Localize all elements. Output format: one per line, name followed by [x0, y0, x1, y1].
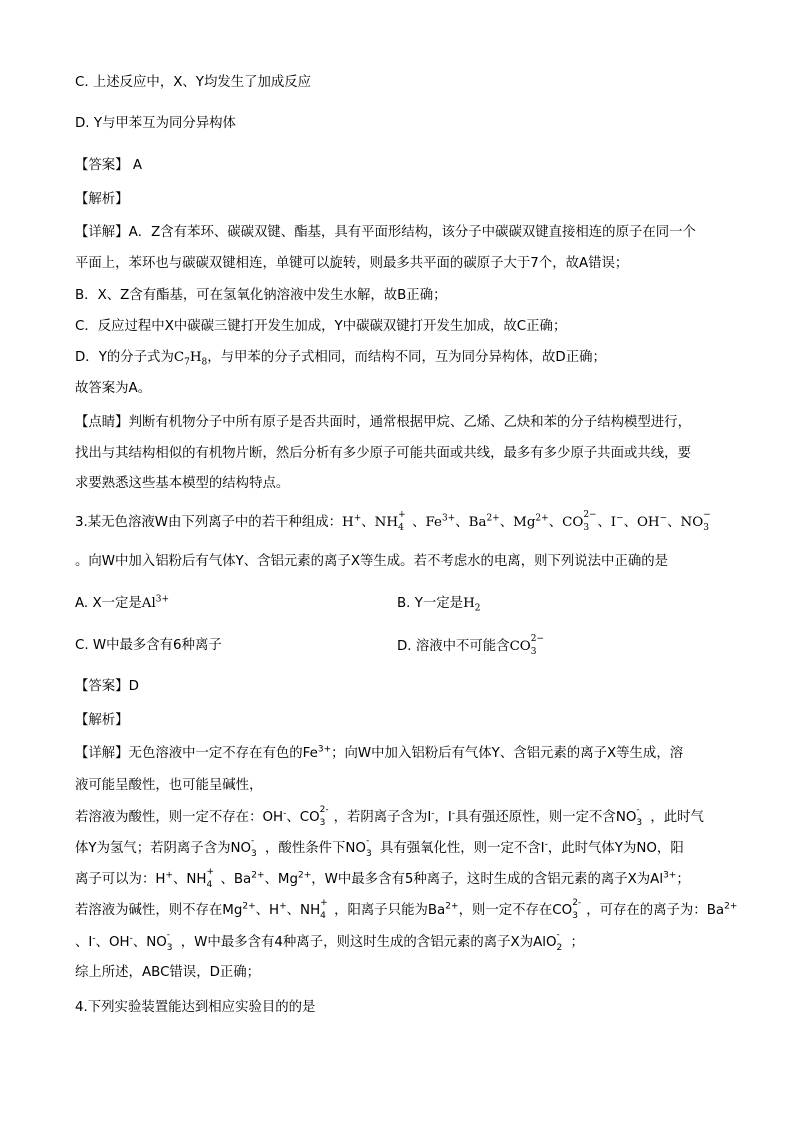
q3-answer: 【答案】D	[75, 679, 139, 694]
q3-detail-6: 若溶液为碱性，则不存在$Mg^{2+}$、H+、NH + 4 ，阳离子只能为$Ba^{2+}$，则一定不存在CO 2- 3 ，可存在的离子为：$Ba^{2+}$	[75, 898, 738, 921]
q3-stem-line-1: 3.某无色溶液W由下列离子中的若干种组成：H+、NH + 4 、$Fe^{3+}$、$Ba^{2+}$、$Mg^{2+}$、CO 2− 3 、I−、OH−、NO − 3	[75, 510, 711, 533]
q3-option-a: A. X一定是$Al^{3+}$	[75, 594, 170, 611]
q3-detail-5: 离子可以为：H+、NH + 4 、$Ba^{2+}$、$Mg^{2+}$，W中最多含有5种离子，这时生成的含铝元素的离子X为$Al^{3+}$；	[75, 867, 690, 890]
q3-detail-8: 综上所述，ABC错误，D正确；	[75, 965, 261, 980]
q2-detail-b: B．X、Z含有酯基，可在氢氧化钠溶液中发生水解，故B正确；	[75, 288, 447, 303]
q2-tip-3: 求要熟悉这些基本模型的结构特点。	[75, 476, 290, 491]
q2-answer: 【答案】 A	[75, 158, 142, 173]
q3-analysis-label: 【解析】	[75, 713, 129, 728]
q2-detail-c: C．反应过程中X中碳碳三键打开发生加成，Y中碳碳双键打开发生加成，故C正确；	[75, 319, 567, 334]
q3-detail-7: 、I-、OH-、NO - 3 ，W中最多含有4种离子，则这时生成的含铝元素的离子X为AlO - 2 ；	[75, 930, 584, 953]
q4-stem: 4.下列实验装置能达到相应实验目的的是	[75, 1000, 316, 1015]
q2-option-c: C. 上述反应中，X、Y均发生了加成反应	[75, 75, 312, 90]
q2-detail-a2: 平面上，苯环也与碳碳双键相连，单键可以旋转，则最多共平面的碳原子大于7个，故A错误；	[75, 256, 629, 271]
q3-option-d: D. 溶液中不可能含CO 2− 3	[397, 634, 545, 657]
q2-detail-d: D．Y的分子式为$C_7H_8$，与甲苯的分子式相同，而结构不同，互为同分异构体，故D正确；	[75, 350, 606, 368]
q2-tip-1: 【点睛】判断有机物分子中所有原子是否共面时，通常根据甲烷、乙烯、乙炔和苯的分子结构模型进行，	[75, 415, 691, 430]
q2-option-d: D. Y与甲苯互为同分异构体	[75, 116, 236, 131]
q2-analysis-label: 【解析】	[75, 192, 129, 207]
q2-conclusion: 故答案为A。	[75, 381, 152, 396]
q3-detail-2: 液可能呈酸性，也可能呈碱性，	[75, 778, 263, 793]
q2-detail-a1: 【详解】A．Z含有苯环、碳碳双键、酯基，具有平面形结构，该分子中碳碳双键直接相连的原子在同一个	[75, 225, 696, 240]
q3-detail-3: 若溶液为酸性，则一定不存在：OH-、CO 2- 3 ，若阴离子含为I-，I-具有强还原性，则一定不含NO - 3 ，此时气	[75, 805, 704, 828]
q3-detail-1: 【详解】无色溶液中一定不存在有色的$Fe^{3+}$；向W中加入铝粉后有气体Y、含铝元素的离子X等生成，溶	[75, 744, 684, 761]
q3-detail-4: 体Y为氢气；若阴离子含为NO - 3 ，酸性条件下NO - 3 具有强氧化性，则一定不含I-，此时气体Y为NO，阳	[75, 836, 684, 859]
q3-stem-line-2: 。向W中加入铝粉后有气体Y、含铝元素的离子X等生成。若不考虑水的电离，则下列说法中正确的是	[75, 554, 668, 569]
q2-tip-2: 找出与其结构相似的有机物片断，然后分析有多少原子可能共面或共线，最多有多少原子共面或共线，要	[75, 446, 691, 461]
q3-option-c: C. W中最多含有6种离子	[75, 638, 222, 653]
q3-option-b: B. Y一定是$H_2$	[397, 596, 481, 614]
